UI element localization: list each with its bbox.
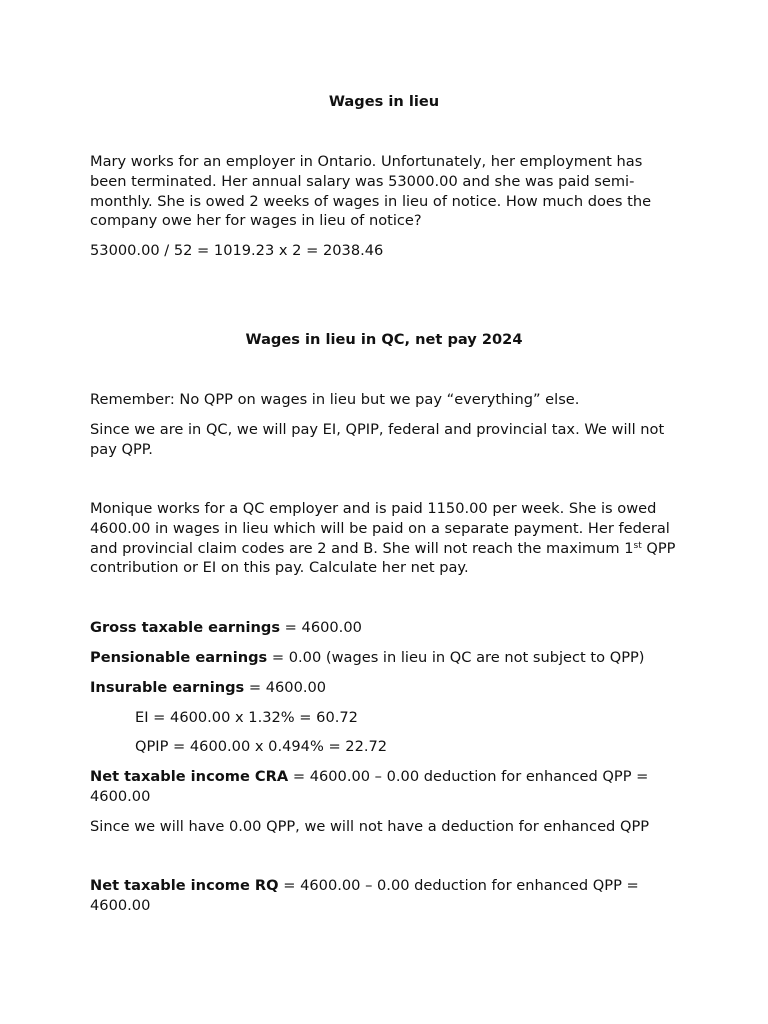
monique-scenario-text-a: Monique works for a QC employer and is paid 1150.00 per week. She is owed 4600.00 in wages in lieu which will be paid on a separate payment. Her federal and provincial claim codes are 2 and B. She will not reach the maximum 1	[90, 500, 670, 557]
net-taxable-income-rq-label: Net taxable income RQ	[90, 877, 279, 894]
insurable-earnings-label: Insurable earnings	[90, 679, 245, 696]
insurable-earnings-line	[90, 678, 680, 698]
monique-scenario-superscript: st	[633, 540, 642, 551]
section-title-qc-net-pay: Wages in lieu in QC, net pay 2024	[245, 331, 523, 348]
monique-scenario-text-b: QPP contribution or EI on this pay. Calculate her net pay.	[90, 539, 676, 577]
monique-scenario-paragraph	[90, 499, 680, 578]
enhanced-qpp-note: Since we will have 0.00 QPP, we will not have a deduction for enhanced QPP	[90, 818, 650, 835]
pensionable-earnings-label: Pensionable earnings	[90, 649, 268, 666]
net-taxable-income-cra-line	[90, 767, 680, 807]
gross-taxable-earnings-value: = 4600.00	[280, 619, 362, 636]
net-taxable-income-rq-line	[90, 876, 680, 916]
mary-scenario-paragraph: Mary works for an employer in Ontario. Unfortunately, her employment has been terminated. Her annual salary was 53000.00 and she was paid semi-monthly. She is owed 2 weeks of wages in lieu of notice. How much does the company owe her for wages in lieu of notice?	[90, 153, 652, 230]
pensionable-earnings-line	[90, 648, 680, 668]
qc-deductions-note: Since we are in QC, we will pay EI, QPIP, federal and provincial tax. We will not pay QPP.	[90, 421, 665, 458]
qpip-calculation: QPIP = 4600.00 x 0.494% = 22.72	[135, 738, 388, 755]
net-taxable-income-cra-value: = 4600.00 – 0.00 deduction for enhanced QPP = 4600.00	[90, 768, 649, 805]
net-taxable-income-cra-label: Net taxable income CRA	[90, 768, 289, 785]
gross-taxable-earnings-line	[90, 618, 680, 638]
insurable-earnings-value: = 4600.00	[244, 679, 327, 696]
ei-calculation: EI = 4600.00 x 1.32% = 60.72	[135, 709, 358, 726]
mary-calculation: 53000.00 / 52 = 1019.23 x 2 = 2038.46	[90, 242, 384, 259]
net-taxable-income-rq-value: = 4600.00 – 0.00 deduction for enhanced QPP = 4600.00	[90, 877, 639, 914]
pensionable-earnings-value: = 0.00 (wages in lieu in QC are not subject to QPP)	[267, 649, 645, 666]
remember-note: Remember: No QPP on wages in lieu but we pay “everything” else.	[90, 391, 580, 408]
gross-taxable-earnings-label: Gross taxable earnings	[90, 619, 281, 636]
section-title-wages-in-lieu: Wages in lieu	[328, 93, 440, 110]
